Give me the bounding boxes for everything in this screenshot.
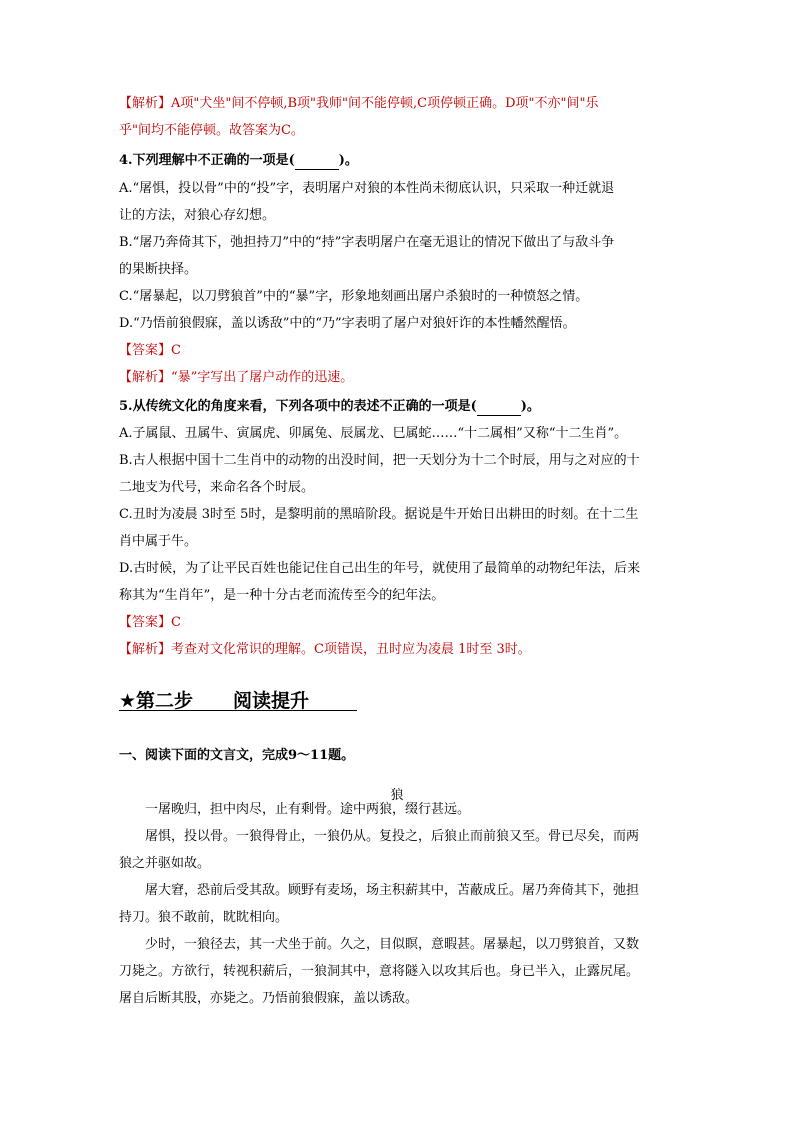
q4-analysis bbox=[119, 369, 353, 387]
q4-answer bbox=[119, 342, 181, 360]
q4-option-d: D.“乃悟前狼假寐，盖以诱敌”中的“乃”字表明了屠户对狼奸诈的本性幡然醒悟。 bbox=[119, 316, 576, 331]
q4-stem: 4.下列理解中不正确的一项是( )。 bbox=[119, 153, 358, 168]
passage-paragraph-4-line-2: 刀毙之。方欲行，转视积薪后，一狼洞其中，意将隧入以攻其后也。身已半入，止露尻尾。 bbox=[119, 964, 640, 979]
q5-analysis bbox=[119, 641, 531, 659]
q5-option-d-line-1: D.古时候，为了让平民百姓也能记住自己出生的年号，就使用了最简单的动物纪年法，后来 bbox=[119, 561, 641, 576]
answer-tag: 【答案】 bbox=[119, 615, 172, 630]
q3-analysis-line-2: 乎"间均不能停顿。故答案为C。 bbox=[119, 123, 304, 138]
passage-paragraph-3-line-1: 屠大窘，恐前后受其敌。顾野有麦场，场主积薪其中，苫蔽成丘。屠乃奔倚其下，弛担 bbox=[145, 883, 640, 898]
answer-blank bbox=[295, 155, 339, 170]
q4-option-c: C.“屠暴起，以刀劈狼首”中的“暴”字，形象地刻画出屠户杀狼时的一种愤怒之情。 bbox=[119, 289, 589, 304]
passage-title: 狼 bbox=[390, 788, 404, 803]
passage-paragraph-2-line-1: 屠惧，投以骨。一狼得骨止，一狼仍从。复投之，后狼止而前狼又至。骨已尽矣，而两 bbox=[145, 829, 640, 844]
q4-option-a-line-1: A.“屠惧，投以骨”中的“投”字，表明屠户对狼的本性尚未彻底认识，只采取一种迁就退 bbox=[119, 181, 615, 196]
answer-tag: 【答案】 bbox=[119, 343, 172, 358]
q5-option-b-line-2: 二地支为代号，来命名各个时辰。 bbox=[119, 480, 315, 495]
passage-paragraph-4-line-3: 屠自后断其股，亦毙之。乃悟前狼假寐，盖以诱敌。 bbox=[119, 991, 419, 1006]
section-step: ★第二步 bbox=[119, 690, 194, 712]
q5-option-b-line-1: B.古人根据中国十二生肖中的动物的出没时间，把一天划分为十二个时辰，用与之对应的十 bbox=[119, 453, 640, 468]
q5-stem: 5.从传统文化的角度来看，下列各项中的表述不正确的一项是( )。 bbox=[119, 399, 540, 414]
passage-paragraph-2-line-2: 狼之并驱如故。 bbox=[119, 856, 211, 871]
analysis-text: “暴”字写出了屠户动作的迅速。 bbox=[171, 370, 354, 385]
analysis-text: 考查对文化常识的理解。C项错误，丑时应为凌晨 1时至 3时。 bbox=[171, 642, 531, 657]
section-underline bbox=[119, 710, 357, 711]
q5-answer bbox=[119, 614, 181, 632]
q4-option-b-line-2: 的果断抉择。 bbox=[119, 262, 198, 277]
q5-option-c-line-2: 肖中属于牛。 bbox=[119, 534, 198, 549]
analysis-tag: 【解析】 bbox=[119, 370, 172, 385]
reading-instruction: 一、阅读下面的文言文，完成9～11题。 bbox=[119, 748, 355, 763]
q4-option-a-line-2: 让的方法，对狼心存幻想。 bbox=[119, 208, 276, 223]
q5-option-a: A.子属鼠、丑属牛、寅属虎、卯属兔、辰属龙、巳属蛇……“十二属相”又称“十二生肖”。 bbox=[119, 426, 628, 441]
q3-analysis-line-1 bbox=[119, 95, 598, 113]
section-title: 阅读提升 bbox=[233, 690, 310, 712]
passage-paragraph-3-line-2: 持刀。狼不敢前，眈眈相向。 bbox=[119, 910, 289, 925]
passage-paragraph-4-line-1: 少时，一狼径去，其一犬坐于前。久之，目似瞑，意暇甚。屠暴起，以刀劈狼首，又数 bbox=[145, 937, 640, 952]
q5-option-d-line-2: 称其为“生肖年”，是一种十分古老而流传至今的纪年法。 bbox=[119, 588, 445, 603]
analysis-text: A项"犬坐"间不停顿,B项"我师"间不能停顿,C项停顿正确。D项"不亦"间"乐 bbox=[171, 96, 599, 111]
analysis-tag: 【解析】 bbox=[119, 642, 172, 657]
section-header bbox=[119, 686, 309, 713]
q4-option-b-line-1: B.“屠乃奔倚其下，弛担持刀”中的“持”字表明屠户在毫无退让的情况下做出了与敌斗争 bbox=[119, 235, 615, 250]
passage-paragraph-1: 一屠晚归，担中肉尽，止有剩骨。途中两狼，缀行甚远。 bbox=[145, 802, 471, 817]
answer-blank bbox=[477, 401, 521, 416]
analysis-tag: 【解析】 bbox=[119, 96, 172, 111]
q5-option-c-line-1: C.丑时为凌晨 3时至 5时，是黎明前的黑暗阶段。据说是牛开始日出耕田的时刻。在十二生 bbox=[119, 507, 639, 522]
answer-value: C bbox=[171, 615, 181, 630]
answer-value: C bbox=[171, 343, 181, 358]
